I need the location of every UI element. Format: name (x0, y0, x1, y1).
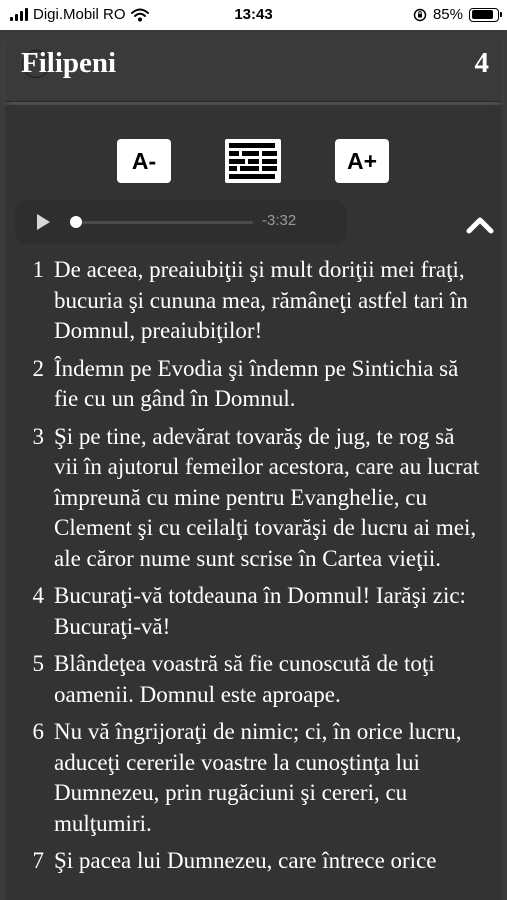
book-title[interactable]: Filipeni (21, 47, 117, 79)
verse-item[interactable] (5, 717, 502, 839)
battery-percent: 85% (432, 6, 463, 23)
status-right (413, 6, 499, 23)
verse-number: 2 (32, 355, 44, 381)
decrease-font-button[interactable]: A- (117, 139, 171, 183)
battery-fill (472, 10, 493, 19)
verse-text: Bucuraţi-vă totdeauna în Domnul! Iarăşi zic: Bucuraţi-vă! (54, 583, 466, 639)
carrier-name: Digi.Mobil RO (33, 6, 126, 23)
verse-item[interactable] (5, 354, 502, 415)
verse-number: 7 (32, 848, 44, 873)
chevron-up-icon[interactable] (466, 215, 494, 235)
verse-number: 6 (32, 719, 44, 744)
verse-number: 3 (32, 423, 44, 449)
verse-item[interactable] (5, 649, 502, 710)
status-bar (0, 0, 507, 30)
progress-knob[interactable] (70, 216, 82, 228)
battery-icon (469, 8, 499, 22)
verse-text: Şi pacea lui Dumnezeu, care întrece orice (54, 848, 437, 873)
progress-track[interactable] (75, 221, 253, 224)
time-remaining: -3:32 (262, 212, 297, 229)
verse-text: De aceea, preaiubiţii şi mult doriţii mei fraţi, bucuria şi cununa mea, rămâneţi astfel tari în Domnul, preaiubiţilor! (54, 257, 468, 343)
verse-item[interactable] (5, 422, 502, 575)
increase-font-button[interactable]: A+ (335, 139, 389, 183)
content-area (5, 105, 502, 900)
verse-number: 5 (32, 651, 44, 676)
verse-text: Nu vă îngrijoraţi de nimic; ci, în orice lucru, aduceţi cererile voastre la cunoştinţa lui Dumnezeu, prin rugăciuni şi cereri, cu mulţumiri. (54, 719, 462, 836)
text-layout-icon[interactable] (225, 139, 281, 183)
chapter-number[interactable]: 4 (474, 47, 489, 79)
verse-text: Blândeţea voastră să fie cunoscută de toţi oamenii. Domnul este aproape. (54, 651, 435, 707)
verse-text: Şi pe tine, adevărat tovarăş de jug, te rog să vii în ajutorul femeilor acestora, care au lucrat împreună cu mine pentru Evanghelie, cu Clement şi cu ceilalţi tovarăşi de lucru ai mei, ale căror nume sunt scrise în Cartea vieţii. (54, 423, 480, 571)
verse-text: Îndemn pe Evodia şi îndemn pe Sintichia să fie cu un gând în Domnul. (54, 355, 459, 411)
verse-item[interactable] (5, 846, 502, 877)
verse-item[interactable] (5, 581, 502, 642)
verse-item[interactable] (5, 255, 502, 347)
play-icon[interactable] (37, 214, 50, 230)
verse-number: 1 (32, 257, 44, 282)
reader-app (0, 30, 507, 900)
orientation-lock-icon (413, 8, 427, 22)
header (5, 30, 502, 102)
status-time: 13:43 (234, 6, 273, 23)
verse-number: 4 (32, 583, 44, 608)
audio-player (15, 200, 347, 244)
verse-list (5, 255, 502, 884)
